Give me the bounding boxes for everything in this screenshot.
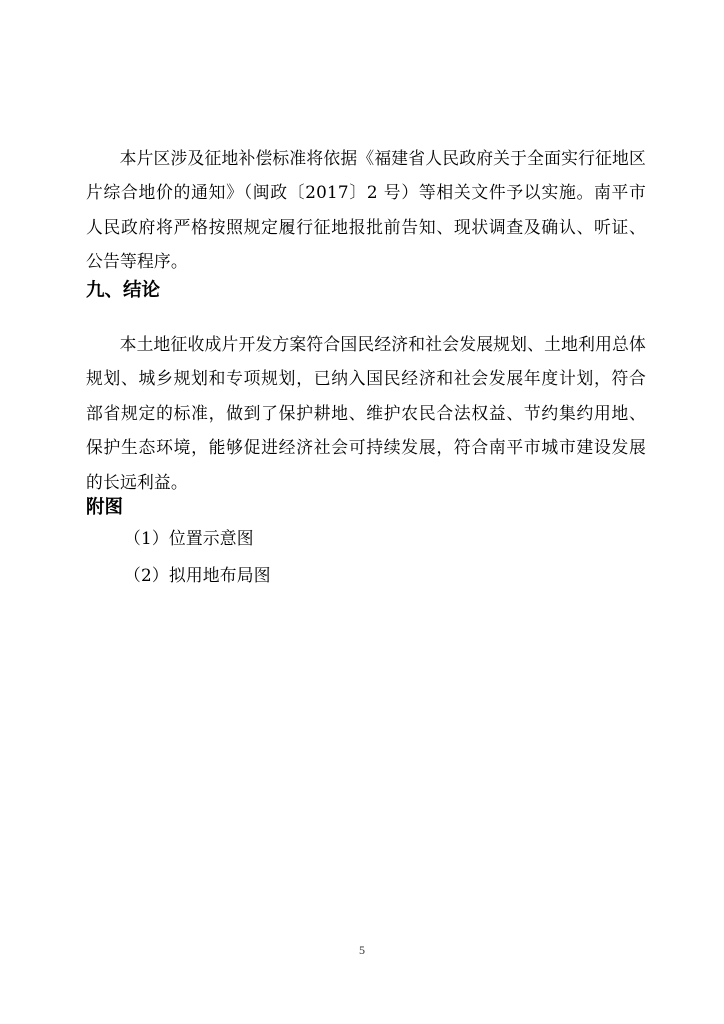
appendix-heading: 附图 — [86, 497, 124, 518]
compensation-paragraph: 本片区涉及征地补偿标准将依据《福建省人民政府关于全面实行征地区片综合地价的通知》（闽政〔2017〕2 号）等相关文件予以实施。南平市人民政府将严格按照规定履行征地报批前告知、现状调查及确认、听证、公告等程序。 — [86, 147, 647, 272]
conclusion-heading: 九、结论 — [86, 280, 161, 301]
appendix-item-location-map: （1）位置示意图 — [124, 528, 254, 548]
page-number: 5 — [359, 943, 365, 957]
appendix-item-land-layout-map: （2）拟用地布局图 — [124, 565, 271, 585]
conclusion-paragraph: 本土地征收成片开发方案符合国民经济和社会发展规划、土地利用总体规划、城乡规划和专项规划，已纳入国民经济和社会发展年度计划，符合部省规定的标准，做到了保护耕地、维护农民合法权益、节约集约用地、保护生态环境，能够促进经济社会可持续发展，符合南平市城市建设发展的长远利益。 — [86, 333, 647, 492]
